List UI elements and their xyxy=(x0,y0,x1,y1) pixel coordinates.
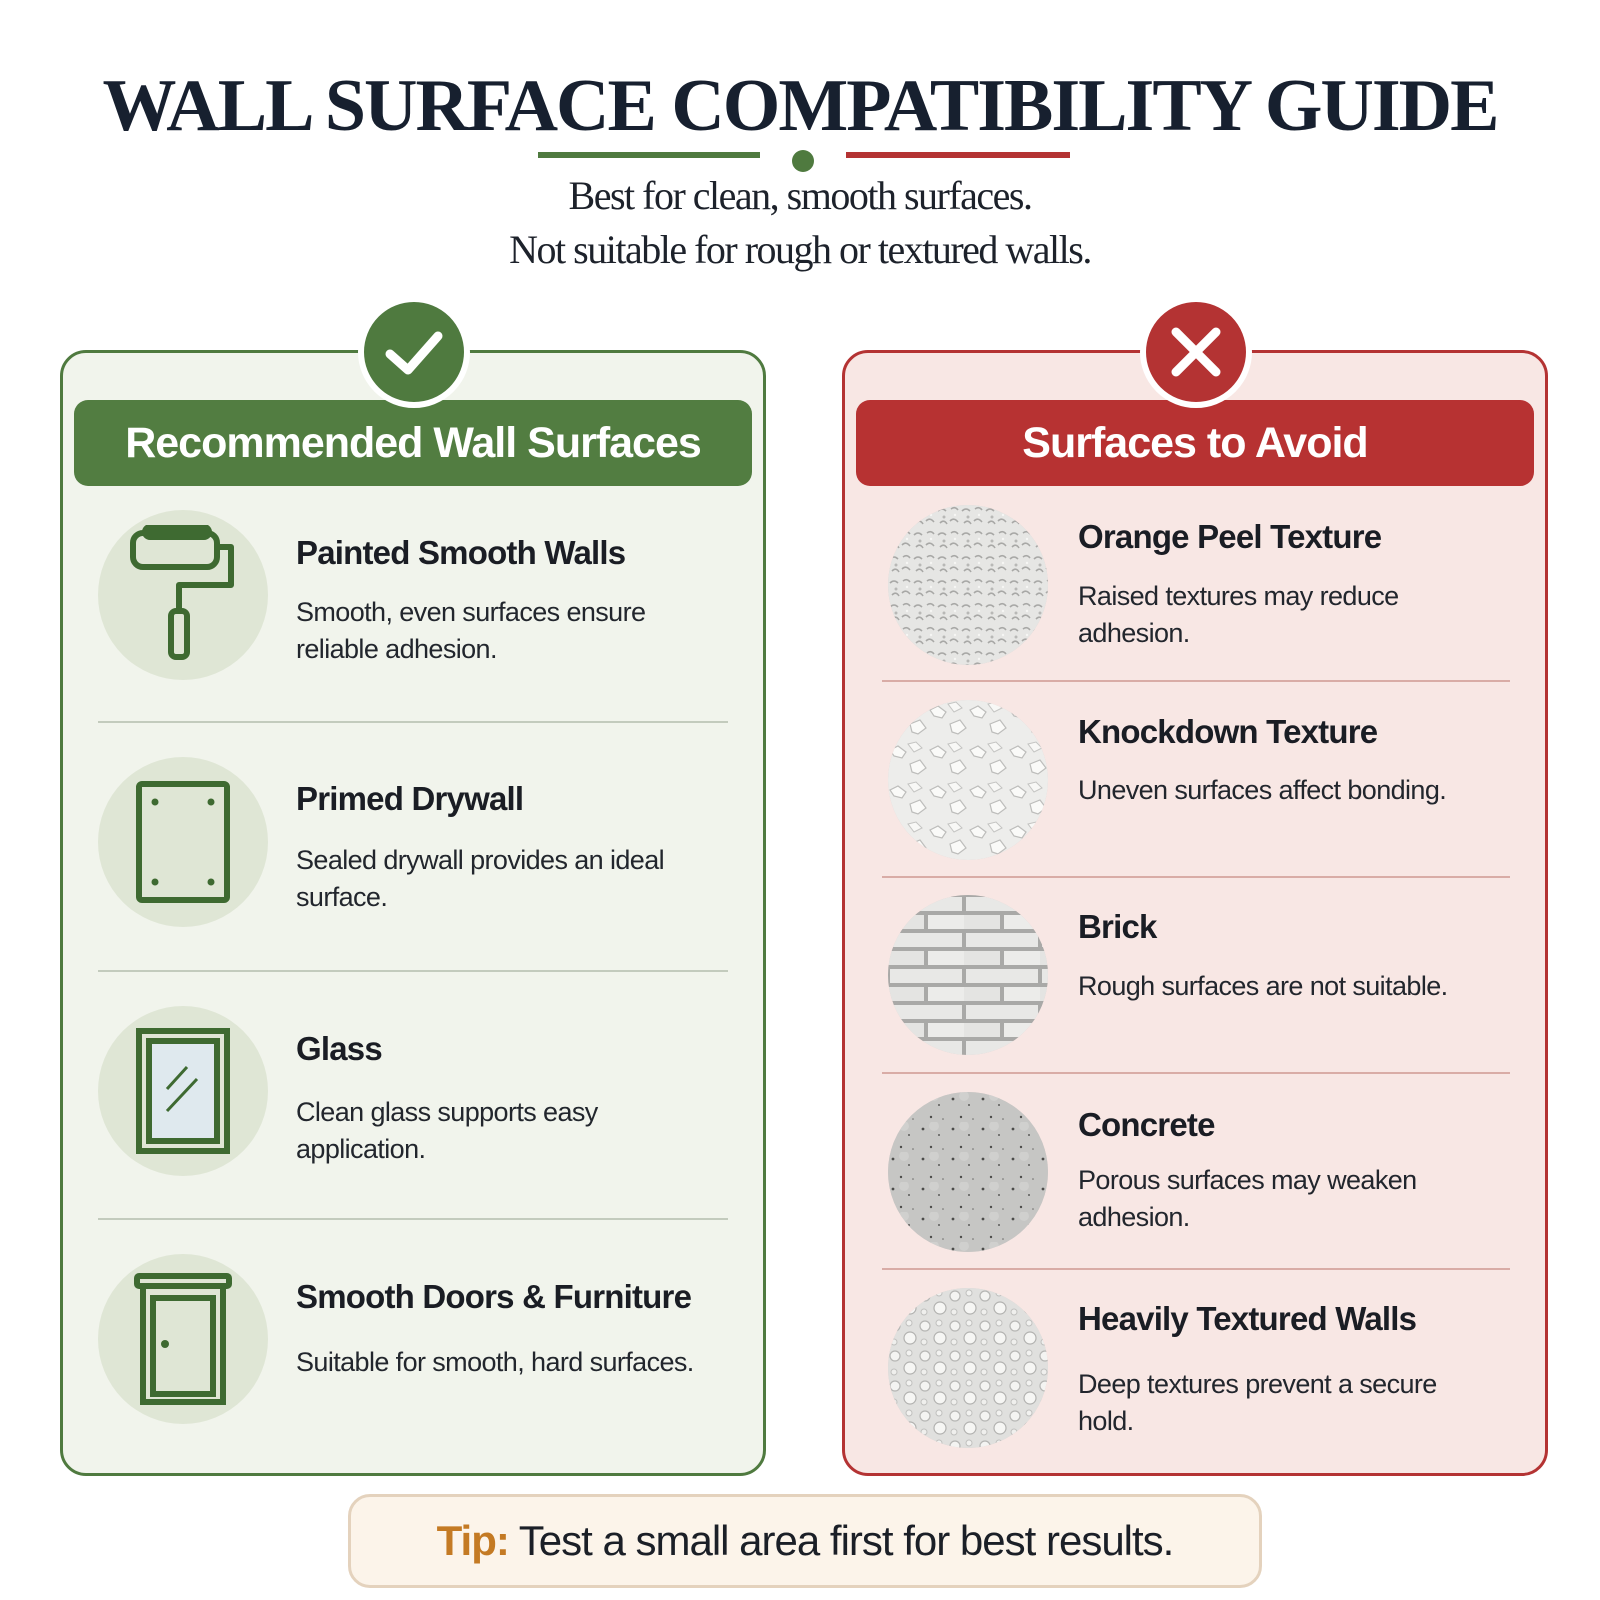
divider xyxy=(882,1072,1510,1074)
item-description: Porous surfaces may weaken adhesion. xyxy=(1078,1165,1417,1232)
tip-label: Tip: xyxy=(436,1517,509,1564)
paint-roller-icon xyxy=(98,510,268,680)
heavy-texture-image xyxy=(888,1288,1048,1448)
title-divider-red xyxy=(846,152,1070,158)
divider xyxy=(98,1218,728,1220)
divider xyxy=(98,970,728,972)
knockdown-texture-image xyxy=(888,700,1048,860)
tip-text: Test a small area first for best results. xyxy=(518,1517,1174,1564)
item-title: Orange Peel Texture xyxy=(1078,518,1382,555)
item-description: Rough surfaces are not suitable. xyxy=(1078,971,1448,1001)
item-title: Heavily Textured Walls xyxy=(1078,1300,1417,1337)
item-description: Clean glass supports easy application. xyxy=(296,1097,598,1164)
orange-peel-texture-image xyxy=(888,505,1048,665)
item-title: Concrete xyxy=(1078,1106,1215,1143)
subtitle-line-2: Not suitable for rough or textured walls. xyxy=(509,227,1091,272)
title-divider-green xyxy=(538,152,760,158)
item-description: Deep textures prevent a secure hold. xyxy=(1078,1369,1437,1436)
item-title: Smooth Doors & Furniture xyxy=(296,1278,692,1315)
brick-texture-image xyxy=(888,895,1048,1055)
item-title: Painted Smooth Walls xyxy=(296,534,626,571)
drywall-panel-icon xyxy=(98,757,268,927)
recommended-heading: Recommended Wall Surfaces xyxy=(74,400,752,486)
divider xyxy=(882,876,1510,878)
subtitle-line-1: Best for clean, smooth surfaces. xyxy=(568,173,1032,218)
title-divider-dot xyxy=(792,150,814,172)
page-title: WALL SURFACE COMPATIBILITY GUIDE xyxy=(102,65,1498,147)
glass-window-icon xyxy=(98,1006,268,1176)
avoid-heading: Surfaces to Avoid xyxy=(856,400,1534,486)
item-title: Brick xyxy=(1078,908,1157,945)
item-description: Suitable for smooth, hard surfaces. xyxy=(296,1347,694,1377)
check-icon xyxy=(358,296,470,408)
divider xyxy=(98,721,728,723)
door-icon xyxy=(98,1254,268,1424)
item-description: Sealed drywall provides an ideal surface. xyxy=(296,845,665,912)
item-title: Primed Drywall xyxy=(296,780,524,817)
item-title: Knockdown Texture xyxy=(1078,713,1378,750)
x-icon xyxy=(1140,296,1252,408)
item-title: Glass xyxy=(296,1030,382,1067)
item-description: Raised textures may reduce adhesion. xyxy=(1078,581,1399,648)
tip-box xyxy=(348,1494,1262,1588)
divider xyxy=(882,1268,1510,1270)
item-description: Uneven surfaces affect bonding. xyxy=(1078,775,1447,805)
item-description: Smooth, even surfaces ensure reliable adhesion. xyxy=(296,597,646,664)
concrete-texture-image xyxy=(888,1092,1048,1252)
divider xyxy=(882,680,1510,682)
